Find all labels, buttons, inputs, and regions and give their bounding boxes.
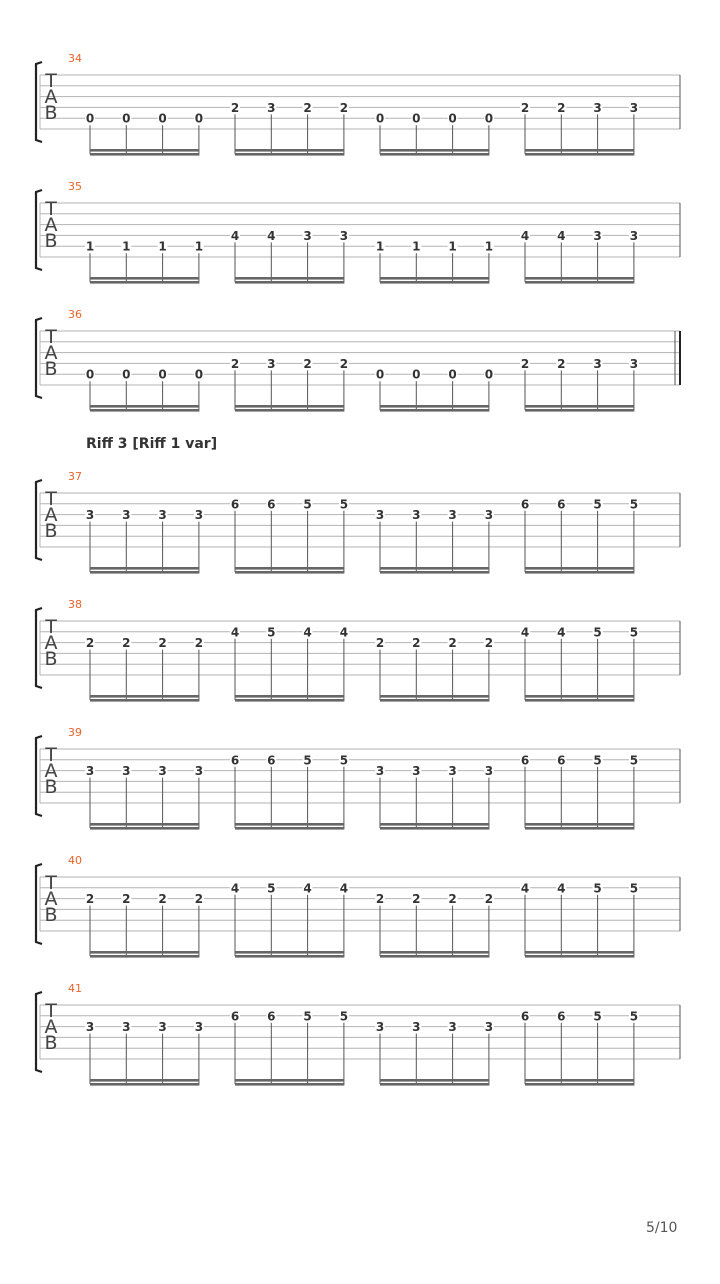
fret-number: 3 xyxy=(484,508,494,523)
fret-number: 5 xyxy=(303,497,312,512)
fret-number: 6 xyxy=(230,753,240,768)
measure-number: 35 xyxy=(68,180,82,193)
fret-number: 3 xyxy=(629,356,639,371)
beam xyxy=(380,1083,489,1086)
beam xyxy=(90,149,199,152)
fret-number: 4 xyxy=(557,228,566,243)
fret-number: 3 xyxy=(122,508,131,523)
fret-number: 4 xyxy=(230,881,240,896)
beam xyxy=(235,153,344,156)
fret-number: 4 xyxy=(267,228,276,243)
fret-number: 2 xyxy=(122,636,131,651)
beam xyxy=(235,699,344,702)
beam xyxy=(90,281,199,284)
fret-number: 3 xyxy=(484,1020,494,1035)
beam xyxy=(235,281,344,284)
fret-number: 0 xyxy=(85,367,95,382)
fret-number: 4 xyxy=(230,625,240,640)
beam xyxy=(380,571,489,574)
tab-clef-letter: T xyxy=(45,488,57,510)
beam xyxy=(235,1079,344,1082)
beam xyxy=(90,823,199,826)
beam xyxy=(90,951,199,954)
tab-clef-letter: B xyxy=(44,520,58,542)
fret-number: 6 xyxy=(267,1009,276,1024)
fret-number: 4 xyxy=(303,625,312,640)
fret-number: 3 xyxy=(412,764,421,779)
fret-number: 3 xyxy=(194,764,204,779)
beam xyxy=(380,823,489,826)
page-number: 5/10 xyxy=(646,1220,678,1236)
fret-number: 0 xyxy=(85,111,95,126)
beam xyxy=(525,695,634,698)
fret-number: 1 xyxy=(375,239,385,254)
fret-number: 2 xyxy=(158,636,167,651)
fret-number: 2 xyxy=(557,100,566,115)
fret-number: 0 xyxy=(122,111,131,126)
fret-number: 2 xyxy=(448,892,457,907)
fret-number: 2 xyxy=(85,636,95,651)
tab-clef-letter: B xyxy=(44,904,58,926)
beam xyxy=(380,951,489,954)
fret-number: 3 xyxy=(194,508,204,523)
fret-number: 2 xyxy=(520,356,530,371)
beam xyxy=(235,149,344,152)
beam xyxy=(235,567,344,570)
fret-number: 2 xyxy=(158,892,167,907)
system-bracket xyxy=(36,62,42,142)
tab-clef-letter: T xyxy=(45,198,57,220)
tab-clef-letter: A xyxy=(44,86,58,108)
beam xyxy=(90,827,199,830)
fret-number: 1 xyxy=(412,239,421,254)
system-bracket xyxy=(36,864,42,944)
fret-number: 4 xyxy=(303,881,312,896)
fret-number: 1 xyxy=(122,239,131,254)
fret-number: 4 xyxy=(230,228,240,243)
fret-number: 2 xyxy=(194,636,204,651)
beam xyxy=(525,277,634,280)
fret-number: 2 xyxy=(375,892,385,907)
fret-number: 2 xyxy=(412,636,421,651)
fret-number: 6 xyxy=(267,753,276,768)
fret-number: 2 xyxy=(85,892,95,907)
beam xyxy=(235,827,344,830)
system-bracket xyxy=(36,608,42,688)
fret-number: 6 xyxy=(267,497,276,512)
fret-number: 6 xyxy=(557,497,566,512)
tab-system xyxy=(36,470,680,574)
fret-number: 0 xyxy=(412,111,421,126)
fret-number: 3 xyxy=(484,764,494,779)
beam xyxy=(380,695,489,698)
beam xyxy=(90,1083,199,1086)
beam xyxy=(380,153,489,156)
fret-number: 4 xyxy=(520,625,530,640)
fret-number: 5 xyxy=(267,625,276,640)
fret-number: 3 xyxy=(629,228,639,243)
tab-clef-letter: B xyxy=(44,1032,58,1054)
tab-clef-letter: T xyxy=(45,70,57,92)
fret-number: 6 xyxy=(520,497,530,512)
fret-number: 1 xyxy=(484,239,494,254)
fret-number: 5 xyxy=(339,497,349,512)
tab-clef-letter: B xyxy=(44,776,58,798)
fret-number: 2 xyxy=(303,356,312,371)
fret-number: 2 xyxy=(557,356,566,371)
fret-number: 5 xyxy=(629,625,639,640)
tab-clef-letter: A xyxy=(44,888,58,910)
fret-number: 2 xyxy=(230,100,240,115)
tab-clef-letter: T xyxy=(45,872,57,894)
fret-number: 0 xyxy=(412,367,421,382)
fret-number: 2 xyxy=(303,100,312,115)
fret-number: 6 xyxy=(557,1009,566,1024)
fret-number: 5 xyxy=(629,1009,639,1024)
fret-number: 1 xyxy=(194,239,204,254)
fret-number: 5 xyxy=(629,497,639,512)
beam xyxy=(90,1079,199,1082)
tab-clef-letter: B xyxy=(44,648,58,670)
tab-clef-letter: A xyxy=(44,632,58,654)
fret-number: 2 xyxy=(484,892,494,907)
fret-number: 5 xyxy=(303,1009,312,1024)
beam xyxy=(525,409,634,412)
tab-clef-letter: A xyxy=(44,342,58,364)
fret-number: 2 xyxy=(122,892,131,907)
fret-number: 5 xyxy=(339,1009,349,1024)
fret-number: 5 xyxy=(303,753,312,768)
tab-clef-letter: A xyxy=(44,504,58,526)
fret-number: 5 xyxy=(593,881,602,896)
fret-number: 2 xyxy=(230,356,240,371)
beam xyxy=(235,277,344,280)
fret-number: 2 xyxy=(375,636,385,651)
beam xyxy=(90,699,199,702)
beam xyxy=(525,1079,634,1082)
fret-number: 3 xyxy=(85,1020,95,1035)
beam xyxy=(525,699,634,702)
fret-number: 3 xyxy=(448,764,457,779)
beam xyxy=(90,695,199,698)
beam xyxy=(525,823,634,826)
tab-clef-letter: T xyxy=(45,1000,57,1022)
fret-number: 3 xyxy=(85,764,95,779)
fret-number: 2 xyxy=(484,636,494,651)
beam xyxy=(235,955,344,958)
tab-system xyxy=(36,52,680,156)
tab-system xyxy=(36,180,680,284)
fret-number: 6 xyxy=(230,1009,240,1024)
fret-number: 5 xyxy=(593,753,602,768)
tab-clef-letter: A xyxy=(44,1016,58,1038)
fret-number: 0 xyxy=(448,111,457,126)
beam xyxy=(525,281,634,284)
tab-clef-letter: B xyxy=(44,102,58,124)
system-bracket xyxy=(36,992,42,1072)
beam xyxy=(235,823,344,826)
beam xyxy=(380,277,489,280)
tab-system xyxy=(36,308,680,412)
fret-number: 2 xyxy=(194,892,204,907)
fret-number: 5 xyxy=(593,1009,602,1024)
fret-number: 0 xyxy=(158,367,167,382)
measure-number: 37 xyxy=(68,470,82,483)
beam xyxy=(380,405,489,408)
tab-clef-letter: A xyxy=(44,760,58,782)
measure-number: 40 xyxy=(68,854,82,867)
fret-number: 3 xyxy=(122,764,131,779)
beam xyxy=(525,405,634,408)
fret-number: 6 xyxy=(520,1009,530,1024)
beam xyxy=(235,1083,344,1086)
system-bracket xyxy=(36,480,42,560)
beam xyxy=(235,571,344,574)
fret-number: 4 xyxy=(520,228,530,243)
fret-number: 4 xyxy=(557,881,566,896)
fret-number: 0 xyxy=(448,367,457,382)
fret-number: 4 xyxy=(339,625,349,640)
beam xyxy=(525,567,634,570)
fret-number: 3 xyxy=(593,100,602,115)
tab-system xyxy=(36,598,680,702)
fret-number: 5 xyxy=(593,497,602,512)
fret-number: 3 xyxy=(593,228,602,243)
beam xyxy=(525,827,634,830)
tab-system xyxy=(36,982,680,1086)
beam xyxy=(90,405,199,408)
beam xyxy=(525,1083,634,1086)
beam xyxy=(380,149,489,152)
beam xyxy=(380,827,489,830)
tab-system xyxy=(36,726,680,830)
fret-number: 2 xyxy=(448,636,457,651)
section-label: Riff 3 [Riff 1 var] xyxy=(86,436,218,452)
tab-clef-letter: B xyxy=(44,230,58,252)
beam xyxy=(90,567,199,570)
measure-number: 36 xyxy=(68,308,82,321)
fret-number: 3 xyxy=(375,508,385,523)
tab-clef-letter: B xyxy=(44,358,58,380)
fret-number: 3 xyxy=(158,764,167,779)
fret-number: 3 xyxy=(267,356,276,371)
beam xyxy=(235,951,344,954)
beam xyxy=(90,409,199,412)
beam xyxy=(235,409,344,412)
beam xyxy=(90,277,199,280)
fret-number: 3 xyxy=(593,356,602,371)
system-bracket xyxy=(36,736,42,816)
fret-number: 6 xyxy=(520,753,530,768)
fret-number: 3 xyxy=(122,1020,131,1035)
fret-number: 2 xyxy=(520,100,530,115)
beam xyxy=(380,281,489,284)
fret-number: 3 xyxy=(303,228,312,243)
fret-number: 0 xyxy=(194,367,204,382)
measure-number: 34 xyxy=(68,52,82,65)
tab-system xyxy=(36,854,680,958)
beam xyxy=(380,567,489,570)
fret-number: 5 xyxy=(267,881,276,896)
fret-number: 0 xyxy=(122,367,131,382)
fret-number: 3 xyxy=(158,508,167,523)
beam xyxy=(380,699,489,702)
beam xyxy=(525,951,634,954)
fret-number: 4 xyxy=(520,881,530,896)
fret-number: 5 xyxy=(629,753,639,768)
beam xyxy=(235,405,344,408)
beam xyxy=(525,153,634,156)
system-bracket xyxy=(36,318,42,398)
fret-number: 6 xyxy=(557,753,566,768)
fret-number: 0 xyxy=(158,111,167,126)
fret-number: 0 xyxy=(484,367,494,382)
fret-number: 6 xyxy=(230,497,240,512)
fret-number: 3 xyxy=(412,1020,421,1035)
beam xyxy=(90,153,199,156)
system-bracket xyxy=(36,190,42,270)
fret-number: 1 xyxy=(158,239,167,254)
tab-clef-letter: T xyxy=(45,326,57,348)
fret-number: 3 xyxy=(629,100,639,115)
fret-number: 5 xyxy=(339,753,349,768)
fret-number: 3 xyxy=(375,764,385,779)
fret-number: 0 xyxy=(375,111,385,126)
fret-number: 0 xyxy=(484,111,494,126)
fret-number: 3 xyxy=(412,508,421,523)
measure-number: 39 xyxy=(68,726,82,739)
beam xyxy=(380,409,489,412)
fret-number: 5 xyxy=(629,881,639,896)
fret-number: 3 xyxy=(267,100,276,115)
fret-number: 4 xyxy=(557,625,566,640)
tab-clef-letter: T xyxy=(45,616,57,638)
fret-number: 3 xyxy=(158,1020,167,1035)
beam xyxy=(235,695,344,698)
beam xyxy=(90,955,199,958)
fret-number: 3 xyxy=(375,1020,385,1035)
fret-number: 2 xyxy=(339,100,349,115)
fret-number: 0 xyxy=(375,367,385,382)
fret-number: 4 xyxy=(339,881,349,896)
fret-number: 1 xyxy=(85,239,95,254)
fret-number: 1 xyxy=(448,239,457,254)
fret-number: 3 xyxy=(85,508,95,523)
beam xyxy=(525,955,634,958)
tab-clef-letter: T xyxy=(45,744,57,766)
beam xyxy=(525,571,634,574)
beam xyxy=(380,1079,489,1082)
fret-number: 2 xyxy=(339,356,349,371)
measure-number: 38 xyxy=(68,598,82,611)
tab-clef-letter: A xyxy=(44,214,58,236)
fret-number: 3 xyxy=(448,508,457,523)
measure-number: 41 xyxy=(68,982,82,995)
fret-number: 0 xyxy=(194,111,204,126)
fret-number: 3 xyxy=(339,228,349,243)
beam xyxy=(525,149,634,152)
beam xyxy=(380,955,489,958)
beam xyxy=(90,571,199,574)
fret-number: 2 xyxy=(412,892,421,907)
fret-number: 3 xyxy=(448,1020,457,1035)
fret-number: 3 xyxy=(194,1020,204,1035)
fret-number: 5 xyxy=(593,625,602,640)
